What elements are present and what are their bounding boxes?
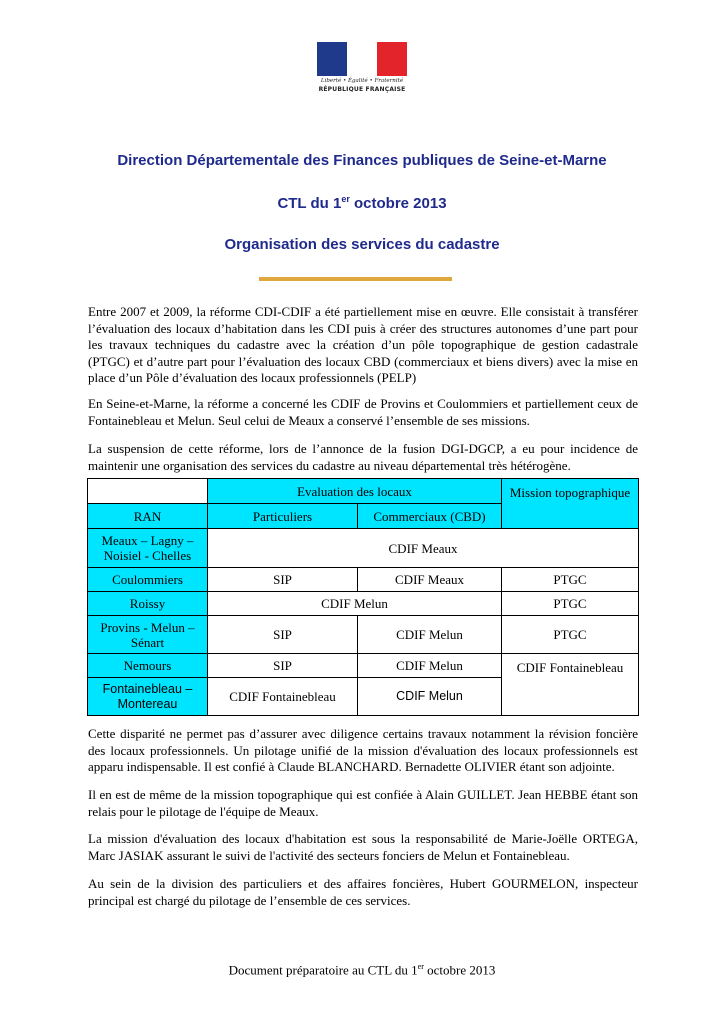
table-row [88,592,639,616]
header-ran: RAN [88,504,208,529]
logo-motto: Liberté • Égalité • Fraternité [320,78,404,84]
cell-sip: SIP [208,568,358,592]
ran-provins-melun-senart: Provins - Melun – Sénart [88,616,208,654]
cell-cdif-meaux: CDIF Meaux [208,529,639,568]
header-evaluation: Evaluation des locaux [208,479,502,504]
cell-cdif-melun: CDIF Melun [208,592,502,616]
ran-roissy: Roissy [88,592,208,616]
marianne-flag-icon [317,42,407,76]
cell-ptgc: PTGC [502,616,639,654]
title-divider [259,277,452,281]
ran-nemours: Nemours [88,654,208,678]
paragraph-suspension: La suspension de cette réforme, lors de l’annonce de la fusion DGI-DGCP, a eu pour incidence de maintenir une organisation des services du cadastre au niveau départemental très hétérogène. [88,441,638,473]
logo-republic: RÉPUBLIQUE FRANÇAISE [318,86,406,93]
header-commerciaux: Commerciaux (CBD) [358,504,502,529]
cell-sip: SIP [208,616,358,654]
ran-fontainebleau-montereau: Fontainebleau – Montereau [88,678,208,716]
table-row [88,654,639,678]
paragraph-division: Au sein de la division des particuliers et des affaires foncières, Hubert GOURMELON, inspecteur principal est chargé du pilotage de l’ensemble de ces services. [88,876,638,908]
cell-ptgc: PTGC [502,568,639,592]
cell-cdif-melun: CDIF Melun [358,654,502,678]
cell-sip: SIP [208,654,358,678]
cell-cdif-melun: CDIF Melun [358,678,502,716]
services-table [87,478,639,716]
page-footer: Document préparatoire au CTL du 1er octobre 2013 [228,962,496,978]
paragraph-seine-et-marne: En Seine-et-Marne, la réforme a concerné les CDIF de Provins et Coulommiers et partiellement ceux de Fontainebleau et Melun. Seul celui de Meaux a conservé l’ensemble de ses missions. [88,396,638,428]
paragraph-reform: Entre 2007 et 2009, la réforme CDI-CDIF a été partiellement mise en œuvre. Elle consistait à transférer l’évaluation des locaux d’habitation dans les CDI puis à créer des structures autonomes d’une part pour les travaux techniques du cadastre avec la création d’un pôle topographique de gestion cadastrale (PTGC) et d’autre part pour l’évaluation des locaux CBD (commerciaux et biens divers) avec la mise en place d’un Pôle d’évaluation des locaux professionnels (PELP) [88,304,638,385]
cell-cdif-fontainebleau: CDIF Fontainebleau [208,678,358,716]
ran-meaux: Meaux – Lagny – Noisiel - Chelles [88,529,208,568]
ran-coulommiers: Coulommiers [88,568,208,592]
header-mission-topographique: Mission topographique [502,479,639,529]
table-row [88,529,639,568]
paragraph-habitation: La mission d'évaluation des locaux d'habitation est sous la responsabilité de Marie-Joëlle ORTEGA, Marc JASIAK assurant le suivi de l'activité des secteurs fonciers de Melun et Fontainebleau. [88,831,638,863]
republique-francaise-logo [314,42,410,98]
cell-cdif-melun: CDIF Melun [358,616,502,654]
table-row [88,568,639,592]
paragraph-disparite: Cette disparité ne permet pas d’assurer avec diligence certains travaux notamment la révision foncière des locaux professionnels. Un pilotage unifié de la mission d'évaluation des locaux professionnels est apparu indispensable. Il est confié à Claude BLANCHARD. Bernadette OLIVIER étant son adjointe. [88,726,638,774]
table-row [88,616,639,654]
paragraph-topographie: Il en est de même de la mission topographique qui est confiée à Alain GUILLET. Jean HEBBE étant son relais pour le pilotage de l'équipe de Meaux. [88,787,638,819]
cell-cdif-fontainebleau: CDIF Fontainebleau [502,654,639,716]
cell-cdif-meaux: CDIF Meaux [358,568,502,592]
cell-ptgc: PTGC [502,592,639,616]
header-particuliers: Particuliers [208,504,358,529]
ctl-title: CTL du 1er octobre 2013 [277,194,447,212]
direction-title: Direction Départementale des Finances publiques de Seine-et-Marne [117,152,607,169]
subject-title: Organisation des services du cadastre [224,236,500,253]
